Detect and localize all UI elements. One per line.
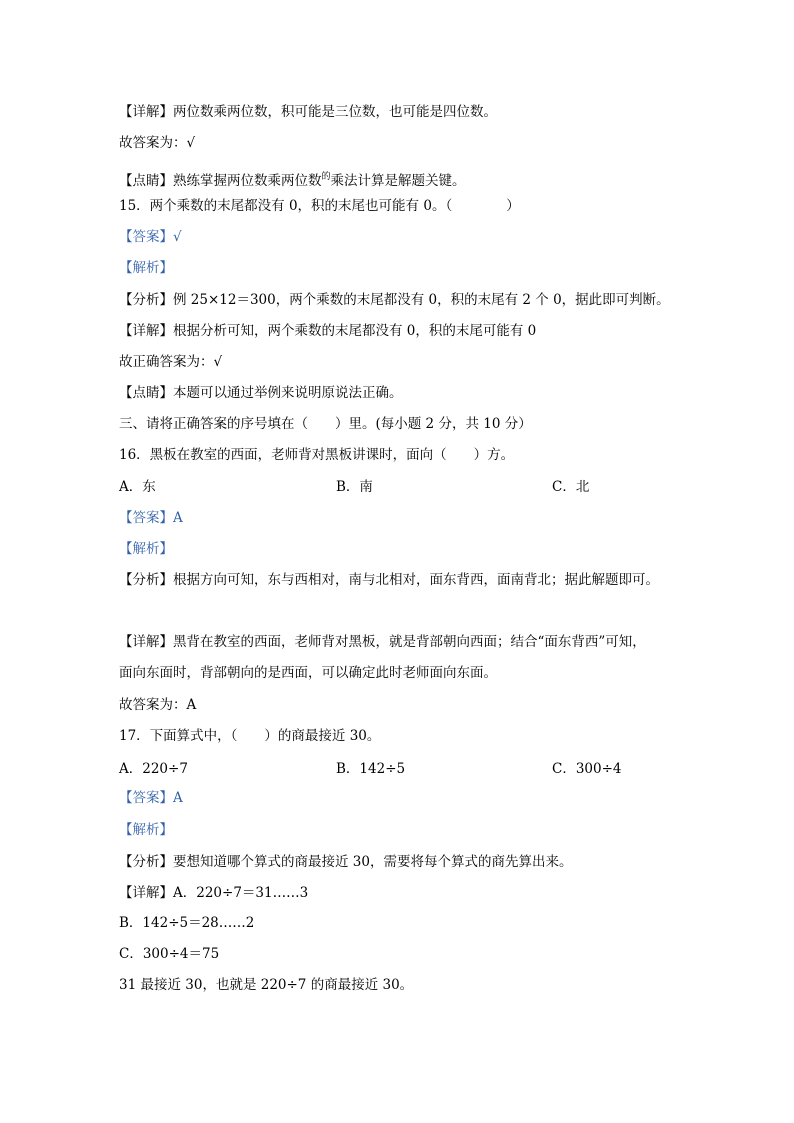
key-point-part2: 乘法计算是解题关键。 bbox=[330, 173, 466, 189]
q17-detail-c: C．300÷4＝75 bbox=[119, 946, 220, 962]
q17-answer: 【答案】A bbox=[119, 790, 183, 806]
key-point-text bbox=[119, 168, 466, 190]
q17-option-a: A．220÷7 bbox=[119, 761, 188, 777]
q16-detail-line2: 面向东面时，背部朝向的是西面，可以确定此时老师面向东面。 bbox=[119, 665, 497, 681]
q16-detail-line1: 【详解】黑背在教室的西面，老师背对黑板，就是背部朝向西面；结合“面东背西”可知， bbox=[119, 634, 646, 650]
q17-conclusion: 31 最接近 30，也就是 220÷7 的商最接近 30。 bbox=[119, 977, 414, 993]
q15-analysis: 【分析】例 25×12＝300，两个乘数的末尾都没有 0，积的末尾有 2 个 0，据此即可判断。 bbox=[119, 292, 670, 308]
q16-option-b: B．南 bbox=[336, 479, 373, 495]
answer-line: 故答案为：√ bbox=[119, 135, 196, 151]
section-3-heading: 三、请将正确答案的序号填在（ ）里。(每小题 2 分，共 10 分） bbox=[119, 416, 532, 432]
q17-analysis-heading: 【解析】 bbox=[119, 822, 173, 838]
q17-option-c: C．300÷4 bbox=[552, 761, 622, 777]
question-17: 17．下面算式中，（ ）的商最接近 30。 bbox=[119, 728, 381, 744]
q16-option-c: C．北 bbox=[552, 479, 590, 495]
q15-conclusion: 故正确答案为：√ bbox=[119, 354, 223, 370]
q15-key-point: 【点睛】本题可以通过举例来说明原说法正确。 bbox=[119, 385, 403, 401]
q16-conclusion: 故答案为：A bbox=[119, 697, 197, 713]
q17-analysis: 【分析】要想知道哪个算式的商最接近 30，需要将每个算式的商先算出来。 bbox=[119, 854, 573, 870]
question-16: 16．黑板在教室的西面，老师背对黑板讲课时，面向（ ）方。 bbox=[119, 447, 515, 463]
q15-detail: 【详解】根据分析可知，两个乘数的末尾都没有 0，积的末尾可能有 0 bbox=[119, 323, 537, 339]
detail-text: 【详解】两位数乘两位数，积可能是三位数，也可能是四位数。 bbox=[119, 104, 497, 120]
key-point-part1: 【点睛】熟练掌握两位数乘两位数 bbox=[119, 173, 322, 189]
q16-answer: 【答案】A bbox=[119, 510, 183, 526]
q17-detail-a: 【详解】A．220÷7＝31……3 bbox=[119, 885, 309, 901]
q16-analysis-heading: 【解析】 bbox=[119, 541, 173, 557]
q15-analysis-heading: 【解析】 bbox=[119, 260, 173, 276]
q15-answer: 【答案】√ bbox=[119, 229, 182, 245]
key-point-superscript: 的 bbox=[321, 172, 331, 182]
q16-analysis: 【分析】根据方向可知，东与西相对，南与北相对，面东背西，面南背北；据此解题即可。 bbox=[119, 572, 659, 588]
question-15: 15．两个乘数的末尾都没有 0，积的末尾也可能有 0。（ ） bbox=[119, 198, 520, 214]
q17-option-b: B．142÷5 bbox=[336, 761, 406, 777]
q17-detail-b: B．142÷5＝28……2 bbox=[119, 915, 255, 931]
q16-option-a: A．东 bbox=[119, 479, 156, 495]
